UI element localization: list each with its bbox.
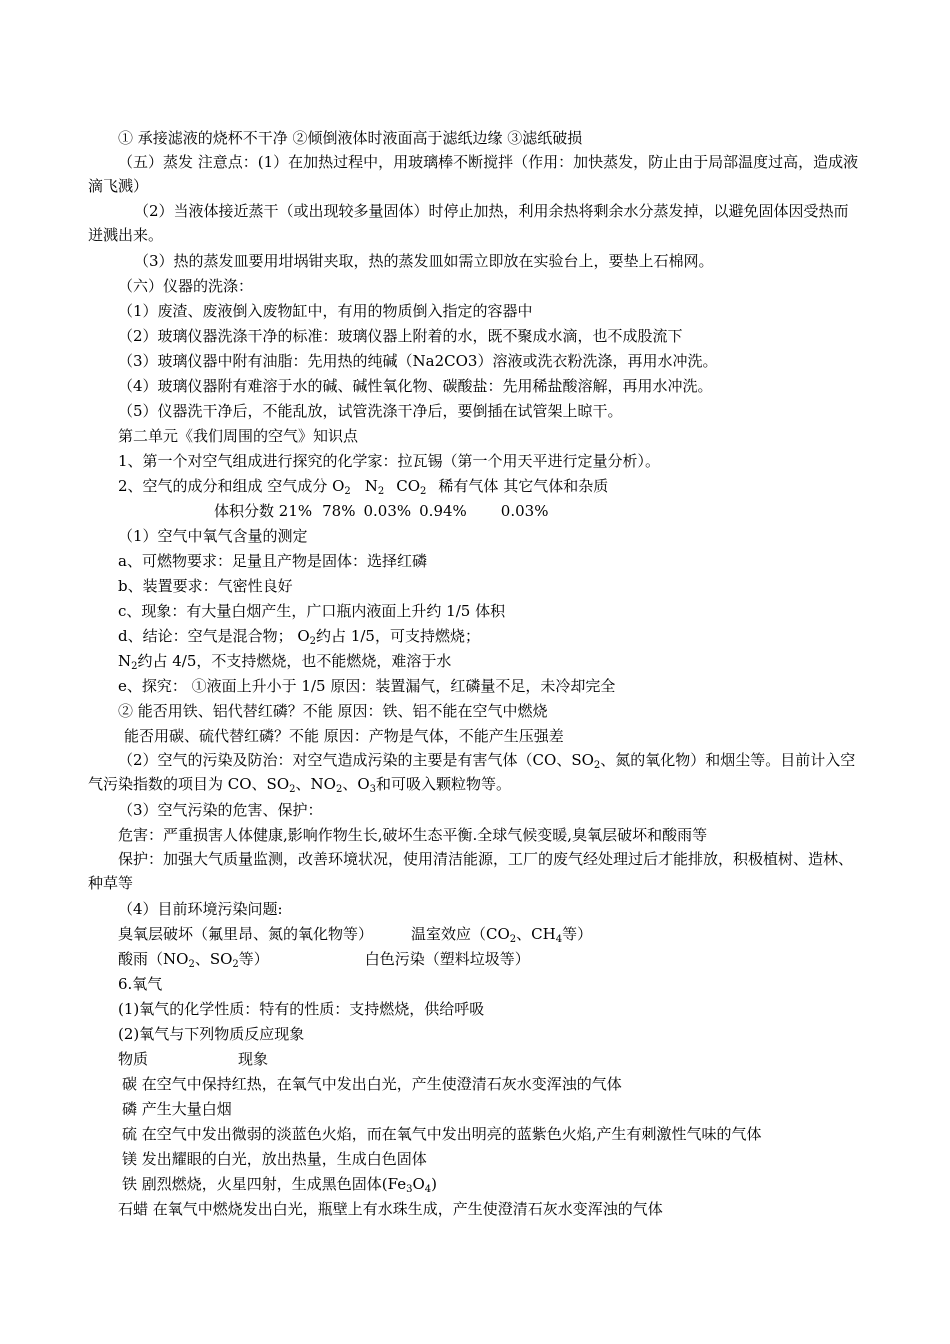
volume-o2: 21% xyxy=(278,502,313,520)
filter-error-causes: ① 承接滤液的烧杯不干净 ②倾倒液体时液面高于滤纸边缘 ③滤纸破损 xyxy=(118,129,583,147)
protection-paragraph: 保护：加强大气质量监测，改善环境状况，使用清洁能源，工厂的废气经处理过后才能排放，积极植树、造林、种草等 xyxy=(88,850,854,892)
combustible-requirement: a、可燃物要求：足量且产物是固体：选择红磷 xyxy=(118,552,427,570)
carbon-sulfur-question: 能否用碳、硫代替红磷？不能 原因：产物是气体，不能产生压强差 xyxy=(124,727,564,745)
oxygen-title: 6.氧气 xyxy=(118,975,163,993)
volume-other: 0.03% xyxy=(500,502,549,520)
reaction-magnesium: 镁 发出耀眼的白光，放出热量，生成白色固体 xyxy=(122,1150,427,1168)
nitrogen-line: $N_2$约占 4/5，不支持燃烧，也不能燃烧，难溶于水 xyxy=(118,652,452,672)
volume-n2: 78% xyxy=(322,502,356,520)
volume-co2: 0.03% xyxy=(363,502,412,520)
acid-rain: 酸雨（$NO_2$、$SO_2$等） xyxy=(118,950,269,970)
phenomenon-line: c、现象：有大量白烟产生，广口瓶内液面上升约 1/5 体积 xyxy=(118,602,506,620)
section-washing-title: （六）仪器的洗涤： xyxy=(118,277,254,295)
reaction-table-header xyxy=(118,1047,892,1071)
evaporation-note-3: （3）热的蒸发皿要用坩埚钳夹取，热的蒸发皿如需立即放在实验台上，要垫上石棉网。 xyxy=(134,252,714,270)
pollution-harm-title: （3）空气污染的危害、保护： xyxy=(118,801,323,819)
white-pollution: 白色污染（塑料垃圾等） xyxy=(364,950,530,968)
reaction-sulfur: 硫 在空气中发出微弱的淡蓝色火焰，而在氧气中发出明亮的蓝紫色火焰,产生有刺激性气味的气体 xyxy=(122,1125,762,1143)
ozone-depletion: 臭氧层破坏（氟里昂、氮的氧化物等） xyxy=(118,925,374,943)
apparatus-requirement: b、装置要求：气密性良好 xyxy=(118,577,293,595)
env-problems-title: （4）目前环境污染问题: xyxy=(118,900,283,918)
explore-line: e、探究： ①液面上升小于 1/5 原因：装置漏气，红磷量不足，未冷却完全 xyxy=(118,677,616,695)
oxygen-reaction-title: (2)氧气与下列物质反应现象 xyxy=(118,1025,305,1043)
lavoisier-line: 1、第一个对空气组成进行探究的化学家：拉瓦锡（第一个用天平进行定量分析）。 xyxy=(118,452,661,470)
washing-item-2: （2）玻璃仪器洗涤干净的标准：玻璃仪器上附着的水，既不聚成水滴，也不成股流下 xyxy=(118,327,683,345)
pollution-paragraph: （2）空气的污染及防治：对空气造成污染的主要是有害气体（CO、$SO_2$、氮的氧化物）和烟尘等。目前计入空气污染指数的项目为 CO、$SO_2$、$NO_2$、$O_3$和可吸入颗粒物等。 xyxy=(88,751,856,795)
iron-aluminum-question: ② 能否用铁、铝代替红磷？不能 原因：铁、铝不能在空气中燃烧 xyxy=(118,702,548,720)
evaporation-note-1: （五）蒸发 注意点：(1）在加热过程中，用玻璃棒不断搅拌（作用：加快蒸发，防止由于局部温度过高，造成液滴飞溅） xyxy=(88,153,859,195)
phenomenon-header: 现象 xyxy=(238,1050,269,1068)
oxygen-measure-title: （1）空气中氧气含量的测定 xyxy=(118,527,308,545)
washing-item-4: （4）玻璃仪器附有难溶于水的碱、碱性氧化物、碳酸盐：先用稀盐酸溶解，再用水冲洗。 xyxy=(118,377,713,395)
reaction-iron: 铁 剧烈燃烧，火星四射，生成黑色固体$(Fe_3O_4)$ xyxy=(122,1175,438,1195)
conclusion-line: d、结论：空气是混合物； $O_2$约占 1/5，可支持燃烧； xyxy=(118,627,480,647)
washing-item-3: （3）玻璃仪器中附有油脂：先用热的纯碱（Na2CO3）溶液或洗衣粉洗涤，再用水冲洗。 xyxy=(118,352,718,370)
reaction-phosphorus: 磷 产生大量白烟 xyxy=(122,1100,232,1118)
unit-two-title: 第二单元《我们周围的空气》知识点 xyxy=(118,427,359,445)
volume-noble: 0.94% xyxy=(419,502,467,520)
washing-item-1: （1）废渣、废液倒入废物缸中，有用的物质倒入指定的容器中 xyxy=(118,302,533,320)
evaporation-note-2: （2）当液体接近蒸干（或出现较多量固体）时停止加热，利用余热将剩余水分蒸发掉，以避免固体因受热而迸溅出来。 xyxy=(88,202,849,244)
harm-line: 危害：严重损害人体健康,影响作物生长,破坏生态平衡.全球气候变暖,臭氧层破坏和酸雨等 xyxy=(118,826,708,844)
reaction-carbon: 碳 在空气中保持红热，在氧气中发出白光，产生使澄清石灰水变浑浊的气体 xyxy=(122,1075,622,1093)
air-composition-line: 2、空气的成分和组成 空气成分 $O_2$ $N_2$ $CO_2$ 稀有气体 其它气体和杂质 xyxy=(118,477,609,497)
reaction-paraffin: 石蜡 在氧气中燃烧发出白光，瓶壁上有水珠生成，产生使澄清石灰水变浑浊的气体 xyxy=(118,1200,663,1218)
washing-item-5: （5）仪器洗干净后，不能乱放，试管洗涤干净后，要倒插在试管架上晾干。 xyxy=(118,402,623,420)
greenhouse-effect: 温室效应（$CO_2$、$CH_4$等） xyxy=(411,925,593,945)
env-problems-row-1 xyxy=(118,922,892,946)
oxygen-property: (1)氧气的化学性质：特有的性质：支持燃烧，供给呼吸 xyxy=(118,1000,485,1018)
volume-fraction-line: 体积分数 21% 78% 0.03% 0.94% 0.03% xyxy=(214,502,549,520)
env-problems-row-2 xyxy=(118,947,892,971)
substance-header: 物质 xyxy=(118,1050,149,1068)
